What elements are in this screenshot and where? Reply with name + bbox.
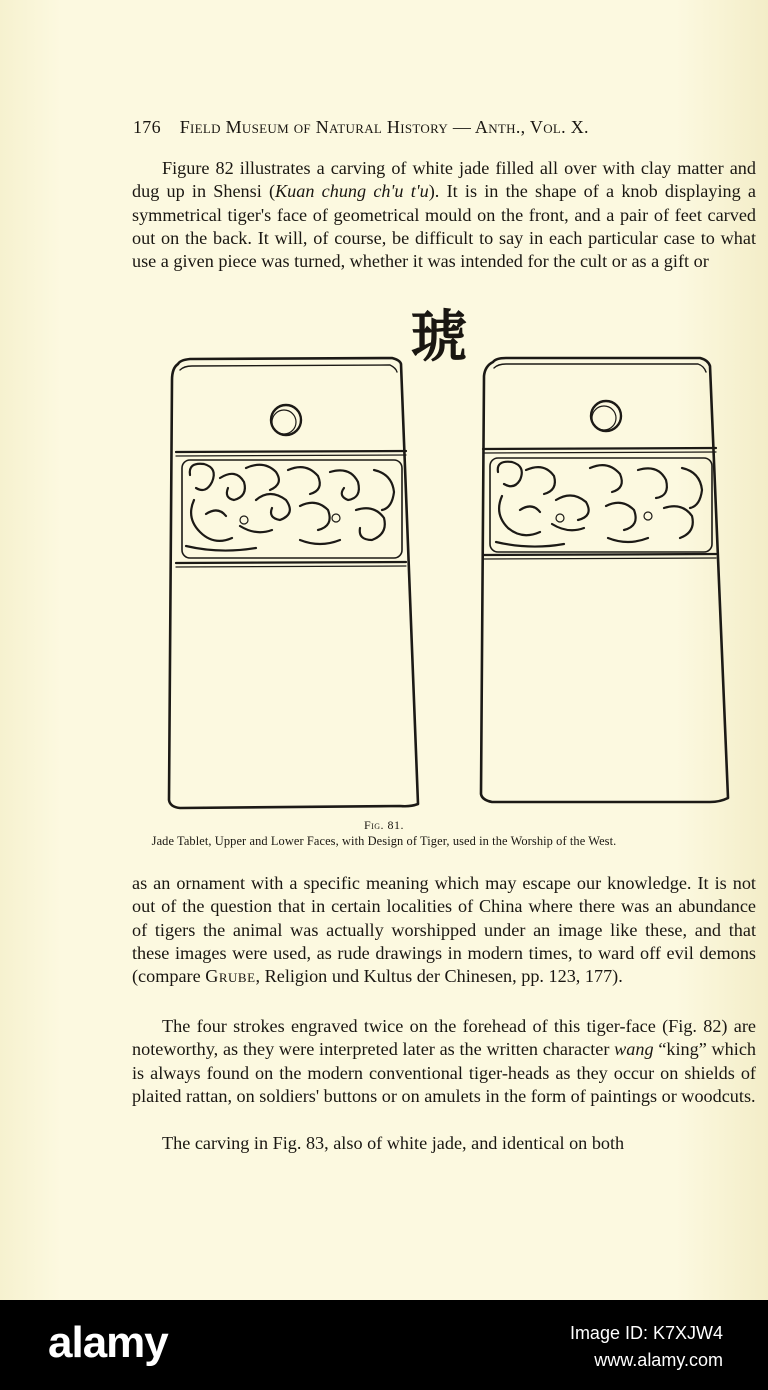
p4-text: The carving in Fig. 83, also of white jade, and identical on both (162, 1133, 625, 1153)
tablet-lower-face (481, 358, 728, 802)
jade-tablet-illustration (160, 350, 740, 820)
paragraph-4 (132, 1132, 756, 1155)
p3-text-a: The four strokes engraved twice on the forehead of this tiger-face (Fig. 82) are noteworthy, as they were interpreted later as the written character (132, 1016, 756, 1060)
p2-text-a: as an ornament with a specific meaning which may escape our knowledge. It is not out of the question that in certain localities of China where there was an abundance of tigers the animal was actually worshipped under an image like these, and that these images were used, as rude drawings in modern times, to ward off evil demons (compare (132, 873, 756, 987)
chinese-character: 琥 (411, 305, 467, 370)
running-header (133, 117, 743, 138)
paragraph-1 (132, 157, 756, 273)
tablet-upper-face (169, 358, 418, 808)
site-url: www.alamy.com (594, 1350, 723, 1370)
paragraph-3 (132, 1015, 756, 1108)
image-id: Image ID: K7XJW4 (569, 1323, 723, 1343)
p3-text-b: “king” which is always found on the modern conventional tiger-heads as they occur on shields of plaited rattan, on soldiers' buttons or on amulets in the form of paintings or woodcuts. (132, 1039, 756, 1106)
alamy-logo: alamy (48, 1318, 168, 1367)
p2-author: Grube (205, 966, 256, 987)
p1-text-a: Figure 82 illustrates a carving of white jade filled all over with clay matter and dug up in Shensi ( (132, 158, 756, 202)
paragraph-2 (132, 872, 756, 988)
figure-label: Fig. 81. (363, 818, 405, 832)
running-title: Field Museum of Natural History — Anth., Vol. X. (179, 117, 589, 137)
p2-text-b: , Religion und Kultus der Chinesen, pp. 123, 177). (255, 966, 623, 987)
p1-text-b: ). It is in the shape of a knob displaying a symmetrical tiger's face of geometrical mould on the front, and a pair of feet carved out on the back. It will, of course, be difficult to say in each particular case to what use a given piece was turned, whether it was intended for the cult or as a gift or (132, 181, 756, 272)
p3-italic: wang (614, 1039, 654, 1060)
page-number: 176 (133, 117, 161, 137)
figure-caption: Jade Tablet, Upper and Lower Faces, with Design of Tiger, used in the Worship of the West. (151, 834, 617, 848)
p1-italic: Kuan chung ch'u t'u (275, 181, 429, 202)
